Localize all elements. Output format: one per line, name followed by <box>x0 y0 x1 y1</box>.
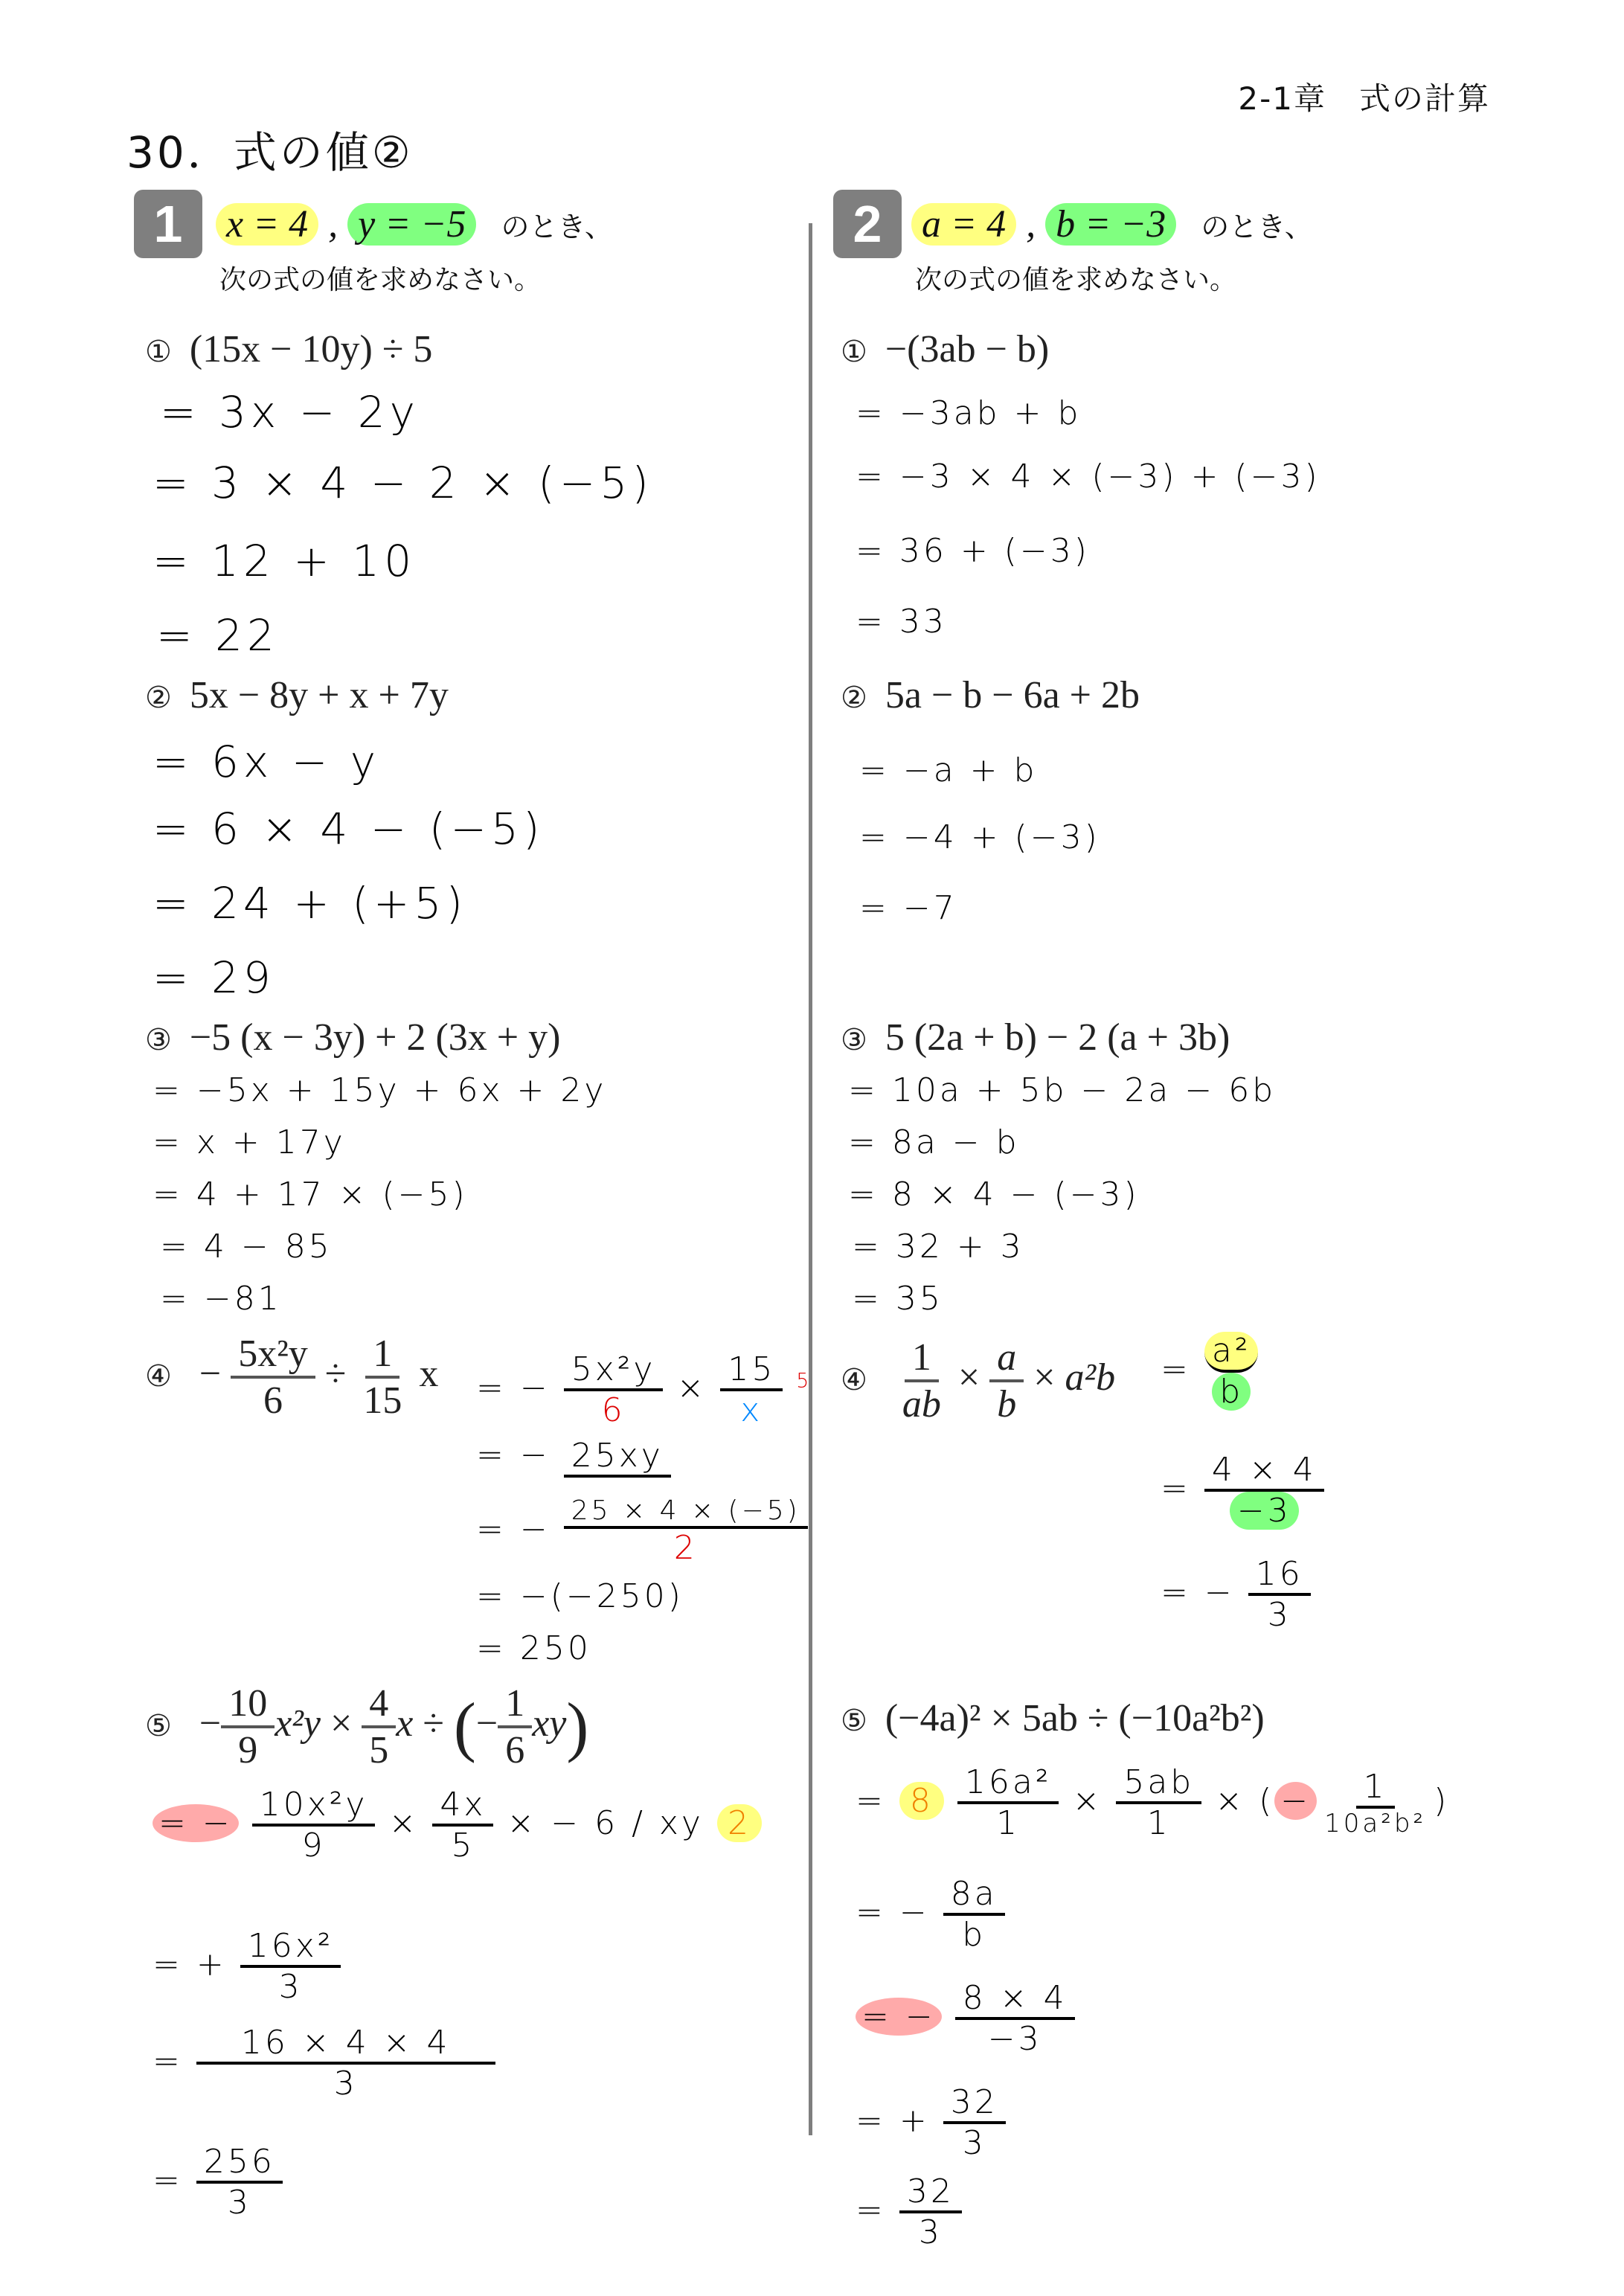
fraction <box>720 1350 783 1429</box>
section-1-instruction: 次の式の値を求めなさい。 <box>219 265 542 295</box>
denominator: −3 <box>1230 1492 1299 1530</box>
solution-step <box>856 2083 1006 2162</box>
fraction <box>221 1681 275 1772</box>
solution-step: = 35 <box>852 1280 943 1318</box>
numerator: 8 × 4 <box>955 1979 1075 2020</box>
numerator: 5x²y <box>564 1350 664 1391</box>
solution-step <box>153 1927 341 2006</box>
solution-step: = 6 × 4 − (−5) <box>153 804 545 854</box>
problem-2-4 <box>841 1335 1115 1426</box>
solution-step <box>153 2024 495 2103</box>
numerator: 16x² <box>240 1927 341 1968</box>
numerator: 5ab <box>1116 1763 1201 1804</box>
times-sign: × <box>330 1702 353 1745</box>
solution-step: = −3ab + b <box>856 394 1082 432</box>
solution-step: = x + 17y <box>153 1123 346 1161</box>
denominator: b <box>962 1916 986 1954</box>
solution-step: = 3 × 4 − 2 × (−5) <box>153 458 653 508</box>
sign: = − <box>1161 1574 1235 1612</box>
fraction <box>498 1681 532 1772</box>
solution-step: = 22 <box>156 610 279 661</box>
condition-b: b = −3 <box>1045 203 1176 246</box>
denominator: b <box>997 1383 1017 1426</box>
times-sign: × <box>1033 1356 1056 1399</box>
solution-step: = 8 $\frac{\text{16a²}}{1}$ × $\frac{5ab}{1}$ × ( − $\frac{1}{\text{10a²b²}}$ ) <box>856 1763 1450 1842</box>
problem-1-4 <box>145 1332 438 1423</box>
solution-step: = 250 <box>476 1629 591 1667</box>
fraction <box>943 2083 1006 2162</box>
problem-expression: (15x − 10y) ÷ 5 <box>189 328 433 371</box>
fraction <box>1248 1555 1311 1634</box>
divide-sign: ÷ <box>324 1352 347 1395</box>
times-sign: × <box>1215 1782 1246 1820</box>
numerator: 4 × 4 <box>1204 1451 1324 1492</box>
fraction <box>564 1495 808 1567</box>
problem-expression: 5 (2a + b) − 2 (a + 3b) <box>885 1016 1230 1059</box>
numerator: 1 <box>498 1681 532 1728</box>
problem-expression: 5x − 8y + x + 7y <box>189 674 449 716</box>
fraction <box>196 2024 495 2103</box>
numerator: 15 <box>720 1350 783 1391</box>
fraction <box>196 2143 283 2222</box>
solution-step: = 33 <box>856 603 947 641</box>
solution-step: = 24 + (+5) <box>153 878 468 929</box>
solution-step <box>856 1979 1075 2058</box>
cancel-annotation: 2 <box>717 1804 762 1842</box>
numerator: 10x²y <box>252 1786 376 1827</box>
term: x²y <box>275 1702 321 1745</box>
problem-1-1 <box>145 327 432 371</box>
section-2-badge: 2 <box>833 190 902 258</box>
numerator: 4x <box>432 1786 493 1827</box>
solution-step: = 8a − b <box>848 1123 1020 1161</box>
problem-2-5 <box>841 1696 1265 1740</box>
divide-sign: ÷ <box>423 1702 444 1745</box>
solution-step: = 3x − 2y <box>160 387 420 437</box>
denominator: 1 <box>996 1804 1021 1842</box>
solution-step: = −4 + (−3) <box>859 818 1100 856</box>
solution-step: = 4 − 85 <box>160 1228 333 1266</box>
numerator: 16 <box>1248 1555 1311 1596</box>
problem-number: ① <box>841 335 867 369</box>
denominator: 3 <box>278 1968 303 2006</box>
numerator: 1 <box>365 1332 399 1379</box>
solution-step <box>1161 1555 1311 1634</box>
solution-step <box>476 1436 671 1478</box>
minus-sign: − <box>199 1352 222 1395</box>
solution-step: = −5x + 15y + 6x + 2y <box>153 1071 607 1109</box>
solution-step: = −7 <box>859 889 957 927</box>
fraction <box>895 1335 949 1426</box>
minus-sign: − <box>199 1702 222 1745</box>
solution-step <box>476 1495 808 1567</box>
term: x <box>396 1702 414 1745</box>
times-sign: × <box>507 1804 538 1842</box>
problem-2-1 <box>841 327 1049 371</box>
denominator: 15 <box>363 1379 402 1422</box>
page-title: 30．式の値② <box>126 127 414 178</box>
problem-number: ③ <box>145 1023 172 1057</box>
denominator: 3 <box>962 2124 986 2162</box>
problem-number: ⑤ <box>145 1708 172 1743</box>
fraction <box>957 1763 1059 1842</box>
solution-step: = 8 × 4 − (−3) <box>848 1176 1140 1213</box>
fraction <box>1204 1451 1324 1530</box>
denominator: 10a²b² <box>1324 1808 1427 1838</box>
denominator: x <box>740 1391 763 1429</box>
fraction <box>231 1332 315 1423</box>
numerator: 8a <box>943 1875 1005 1916</box>
solution-step <box>153 1786 762 1864</box>
numerator: 5x²y <box>231 1332 315 1379</box>
times-sign: × <box>388 1804 420 1842</box>
fraction <box>432 1786 493 1864</box>
fraction <box>564 1350 664 1429</box>
section-1-badge: 1 <box>134 190 202 258</box>
solution-step <box>1161 1451 1324 1530</box>
denominator: 1 <box>1146 1804 1171 1842</box>
condition-suffix: のとき、 <box>501 211 613 243</box>
section-2-conditions <box>911 202 1313 246</box>
solution-step: = 6x − y <box>153 737 381 787</box>
denominator: 6 <box>263 1379 283 1422</box>
sign: = <box>153 2042 183 2080</box>
numerator: a <box>989 1335 1024 1382</box>
denominator: 9 <box>301 1827 326 1864</box>
problem-expression: −(3ab − b) <box>885 328 1050 371</box>
fraction <box>1204 1332 1259 1411</box>
column-divider <box>809 223 812 2135</box>
fraction <box>252 1786 376 1864</box>
sign: = + <box>153 1946 227 1984</box>
times-sign: × <box>676 1369 707 1407</box>
sign: = + <box>856 2102 930 2140</box>
solution-step <box>476 1350 812 1429</box>
problem-number: ① <box>145 335 172 369</box>
problem-expression: (−4a)² × 5ab ÷ (−10a²b²) <box>885 1697 1265 1739</box>
solution-step <box>153 2143 283 2222</box>
sign: = − <box>476 1510 551 1548</box>
numerator: 16a² <box>957 1763 1059 1804</box>
numerator: 1 <box>905 1335 939 1382</box>
problem-expression: 5a − b − 6a + 2b <box>885 674 1140 716</box>
problem-number: ④ <box>841 1362 867 1397</box>
denominator: ab <box>902 1383 941 1426</box>
numerator: 16 × 4 × 4 <box>196 2024 495 2065</box>
solution-step: = 36 + (−3) <box>856 532 1090 570</box>
solution-step: = 12 + 10 <box>153 536 417 586</box>
problem-2-3 <box>841 1016 1230 1059</box>
fraction <box>989 1335 1024 1426</box>
condition-suffix: のとき、 <box>1201 211 1313 243</box>
problem-2-2 <box>841 673 1140 717</box>
problem-1-5: ⑤ − $\frac{10}{9}$ x²y × $\frac{4}{5}$ x ÷ (− $\frac{1}{6}$ xy) <box>145 1682 589 1771</box>
numerator: 256 <box>196 2143 283 2184</box>
solution-step: = −3 × 4 × (−3) + (−3) <box>856 458 1320 496</box>
fraction <box>1317 1768 1434 1838</box>
fraction <box>955 1979 1075 2058</box>
variable: x <box>419 1352 439 1395</box>
solution-step: = 32 + 3 <box>852 1228 1024 1266</box>
fraction <box>1116 1763 1201 1842</box>
solution-step <box>856 2172 962 2251</box>
denominator: 9 <box>238 1729 258 1771</box>
numerator: 1 <box>1356 1768 1395 1809</box>
denominator: −3 <box>987 2020 1042 2058</box>
sign: = − <box>476 1369 551 1407</box>
problem-number: ④ <box>145 1359 172 1394</box>
condition-separator: , <box>328 203 338 246</box>
problem-number: ② <box>145 681 172 715</box>
sign: = <box>856 1782 886 1820</box>
fraction <box>240 1927 341 2006</box>
problem-1-2 <box>145 673 449 717</box>
solution-step: = −a + b <box>859 751 1038 789</box>
sign: = − <box>856 1998 942 2036</box>
problem-number: ② <box>841 681 867 715</box>
sign: = <box>153 2161 183 2199</box>
numerator: 25xy <box>564 1437 671 1478</box>
fraction <box>943 1875 1005 1954</box>
condition-a: a = 4 <box>911 203 1016 246</box>
numerator: a² <box>1204 1332 1259 1373</box>
denominator: 3 <box>1267 1596 1291 1634</box>
sign: = <box>856 2191 886 2229</box>
numerator: 25 × 4 × (−5) <box>564 1495 808 1529</box>
solution-step: = 29 <box>153 952 275 1003</box>
problem-number: ③ <box>841 1023 867 1057</box>
term: a²b <box>1065 1356 1116 1399</box>
denominator: b <box>1212 1373 1251 1411</box>
sign: = <box>1161 1350 1191 1388</box>
times-sign: × <box>957 1356 981 1399</box>
fraction <box>356 1332 409 1423</box>
denominator: 5 <box>369 1729 389 1771</box>
section-2-instruction: 次の式の値を求めなさい。 <box>915 265 1237 295</box>
denominator: 3 <box>333 2065 358 2103</box>
sign: = <box>1161 1469 1191 1507</box>
fraction <box>899 2172 962 2251</box>
denominator: 6 <box>505 1729 525 1771</box>
numerator: 32 <box>943 2083 1006 2124</box>
denominator: 6 <box>601 1391 626 1429</box>
denominator: 2 <box>673 1529 698 1567</box>
solution-step: = −81 <box>160 1280 282 1318</box>
condition-y: y = −5 <box>347 203 476 246</box>
solution-step: = 10a + 5b − 2a − 6b <box>848 1071 1277 1109</box>
numerator: 10 <box>221 1681 275 1728</box>
fraction <box>564 1437 671 1478</box>
solution-step: = −(−250) <box>476 1577 684 1615</box>
times-sign: × <box>1072 1782 1103 1820</box>
fraction <box>362 1681 396 1772</box>
condition-separator: , <box>1026 203 1036 246</box>
problem-expression: −5 (x − 3y) + 2 (3x + y) <box>189 1016 561 1059</box>
condition-x: x = 4 <box>216 203 318 246</box>
section-1-conditions <box>216 202 613 246</box>
sign: = − <box>476 1436 551 1474</box>
chapter-label: 2-1章 式の計算 <box>1238 80 1490 117</box>
term: xy <box>532 1702 567 1745</box>
numerator: 4 <box>362 1681 396 1728</box>
cancel-annotation: 5 <box>796 1369 812 1393</box>
sign: = − <box>856 1893 930 1931</box>
solution-step: = 4 + 17 × (−5) <box>153 1176 468 1213</box>
problem-1-3 <box>145 1016 560 1059</box>
sign: = − <box>153 1804 239 1842</box>
denominator: 3 <box>918 2213 943 2251</box>
problem-number: ⑤ <box>841 1704 867 1738</box>
denominator: 3 <box>227 2184 251 2222</box>
numerator: 32 <box>899 2172 962 2213</box>
cancel-annotation: 8 <box>899 1782 944 1820</box>
solution-step <box>1161 1332 1258 1411</box>
inner-term: − 6 / xy <box>551 1804 704 1842</box>
solution-step <box>856 1875 1005 1954</box>
denominator: 5 <box>451 1827 475 1864</box>
